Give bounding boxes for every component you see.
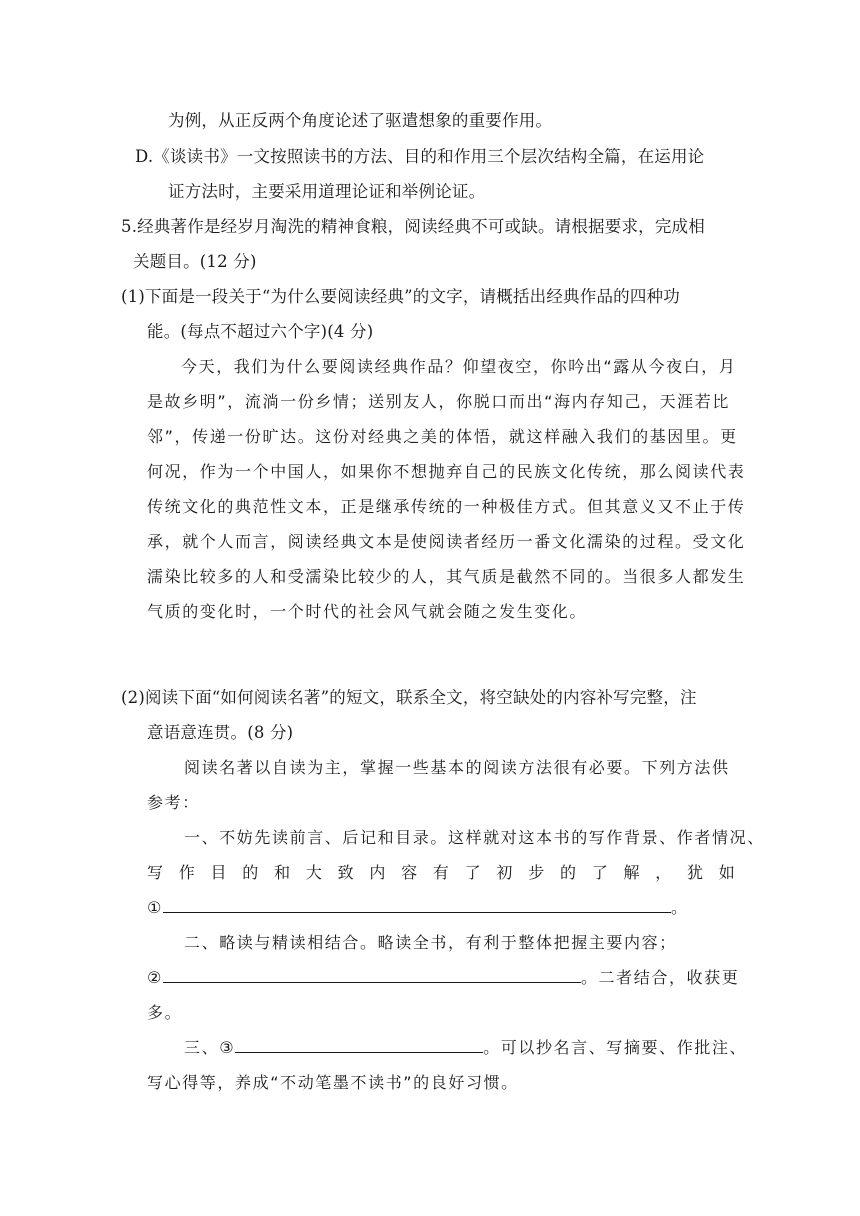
method-1-char: 作	[178, 863, 195, 882]
method-3-line-2: 写心得等，养成“不动笔墨不读书”的良好习惯。	[147, 1073, 519, 1092]
passage-line-3: 邻”，传递一份旷达。这份对经典之美的体悟，就这样融入我们的基因里。更	[147, 427, 738, 446]
question-5-line-2: 关题目。(12 分)	[133, 252, 257, 271]
passage-line-8: 气质的变化时，一个时代的社会风气就会随之发生变化。	[147, 602, 588, 621]
answer-blank-3[interactable]	[235, 1036, 483, 1053]
method-1-char: 目	[210, 863, 227, 882]
method-1-char: 的	[559, 863, 576, 882]
answer-blank-2[interactable]	[163, 966, 581, 983]
method-1-char: 步	[528, 863, 545, 882]
passage-line-6: 承，就个人而言，阅读经典文本是使阅读者经历一番文化濡染的过程。受文化	[147, 532, 746, 551]
method-1-line-2	[147, 861, 735, 885]
passage-line-7: 濡染比较多的人和受濡染比较少的人，其气质是截然不同的。当很多人都发生	[147, 567, 746, 586]
method-1-char: 了	[464, 863, 481, 882]
method-3-answer-line	[184, 1036, 747, 1060]
method-3-suffix: 。可以抄名言、写摘要、作批注、	[483, 1038, 748, 1057]
part-1-prompt-line-1: (1)下面是一段关于“为什么要阅读经典”的文字，请概括出经典作品的四种功	[121, 287, 680, 306]
method-1-char: 有	[432, 863, 449, 882]
method-1-char: 解	[623, 863, 640, 882]
method-1-char: 和	[274, 863, 291, 882]
passage-line-5: 传统文化的典范性文本，正是继承传统的一种极佳方式。但其意义又不止于传	[147, 497, 746, 516]
method-2-line-3: 多。	[147, 1003, 183, 1022]
blank-1-end: 。	[670, 898, 689, 917]
blank-2-marker: ②	[147, 968, 163, 987]
method-1-char: 的	[242, 863, 259, 882]
method-1-char: ，	[655, 863, 672, 882]
method-1-char: 初	[496, 863, 513, 882]
passage-line-4: 何况，作为一个中国人，如果你不想抛弃自己的民族文化传统，那么阅读代表	[147, 462, 746, 481]
passage-line-2: 是故乡明”，流淌一份乡情；送别友人，你脱口而出“海内存知己，天涯若比	[147, 392, 730, 411]
answer-blank-1[interactable]	[163, 896, 671, 913]
method-3-prefix: 三、③	[184, 1038, 236, 1057]
method-1-char: 大	[305, 863, 322, 882]
method-1-answer-line	[147, 896, 689, 920]
part-2-intro-line-1: 阅读名著以自读为主，掌握一些基本的阅读方法很有必要。下列方法供	[184, 758, 730, 777]
blank-2-end: 。二者结合，收获更	[580, 968, 740, 987]
method-1-char: 内	[369, 863, 386, 882]
method-1-char: 致	[337, 863, 354, 882]
option-d-line-2: 证方法时，主要采用道理论证和举例论证。	[168, 182, 486, 201]
method-1-char: 写	[147, 863, 164, 882]
option-c-tail: 为例，从正反两个角度论述了驱遣想象的重要作用。	[168, 111, 553, 130]
method-1-char: 如	[718, 863, 735, 882]
part-2-prompt-line-1: (2)阅读下面“如何阅读名著”的短文，联系全文，将空缺处的内容补写完整，注	[121, 688, 697, 707]
question-5-line-1: 5.经典著作是经岁月淘洗的精神食粮，阅读经典不可或缺。请根据要求，完成相	[121, 217, 705, 236]
method-2-answer-line	[147, 966, 739, 990]
method-1-char: 犹	[687, 863, 704, 882]
method-1-line-1: 一、不妨先读前言、后记和目录。这样就对这本书的写作背景、作者情况、	[184, 828, 765, 847]
part-1-prompt-line-2: 能。(每点不超过六个字)(4 分)	[147, 322, 374, 341]
blank-1-marker: ①	[147, 898, 163, 917]
passage-line-1: 今天，我们为什么要阅读经典作品？仰望夜空，你吟出“露从今夜白，月	[181, 357, 737, 376]
part-2-intro-line-2: 参考：	[147, 793, 200, 812]
method-1-char: 容	[401, 863, 418, 882]
method-2-line-1: 二、略读与精读相结合。略读全书，有利于整体把握主要内容；	[184, 933, 677, 952]
method-1-char: 了	[591, 863, 608, 882]
option-d-line-1: D.《谈读书》一文按照读书的方法、目的和作用三个层次结构全篇，在运用论	[135, 147, 705, 166]
part-2-prompt-line-2: 意语意连贯。(8 分)	[147, 723, 294, 742]
